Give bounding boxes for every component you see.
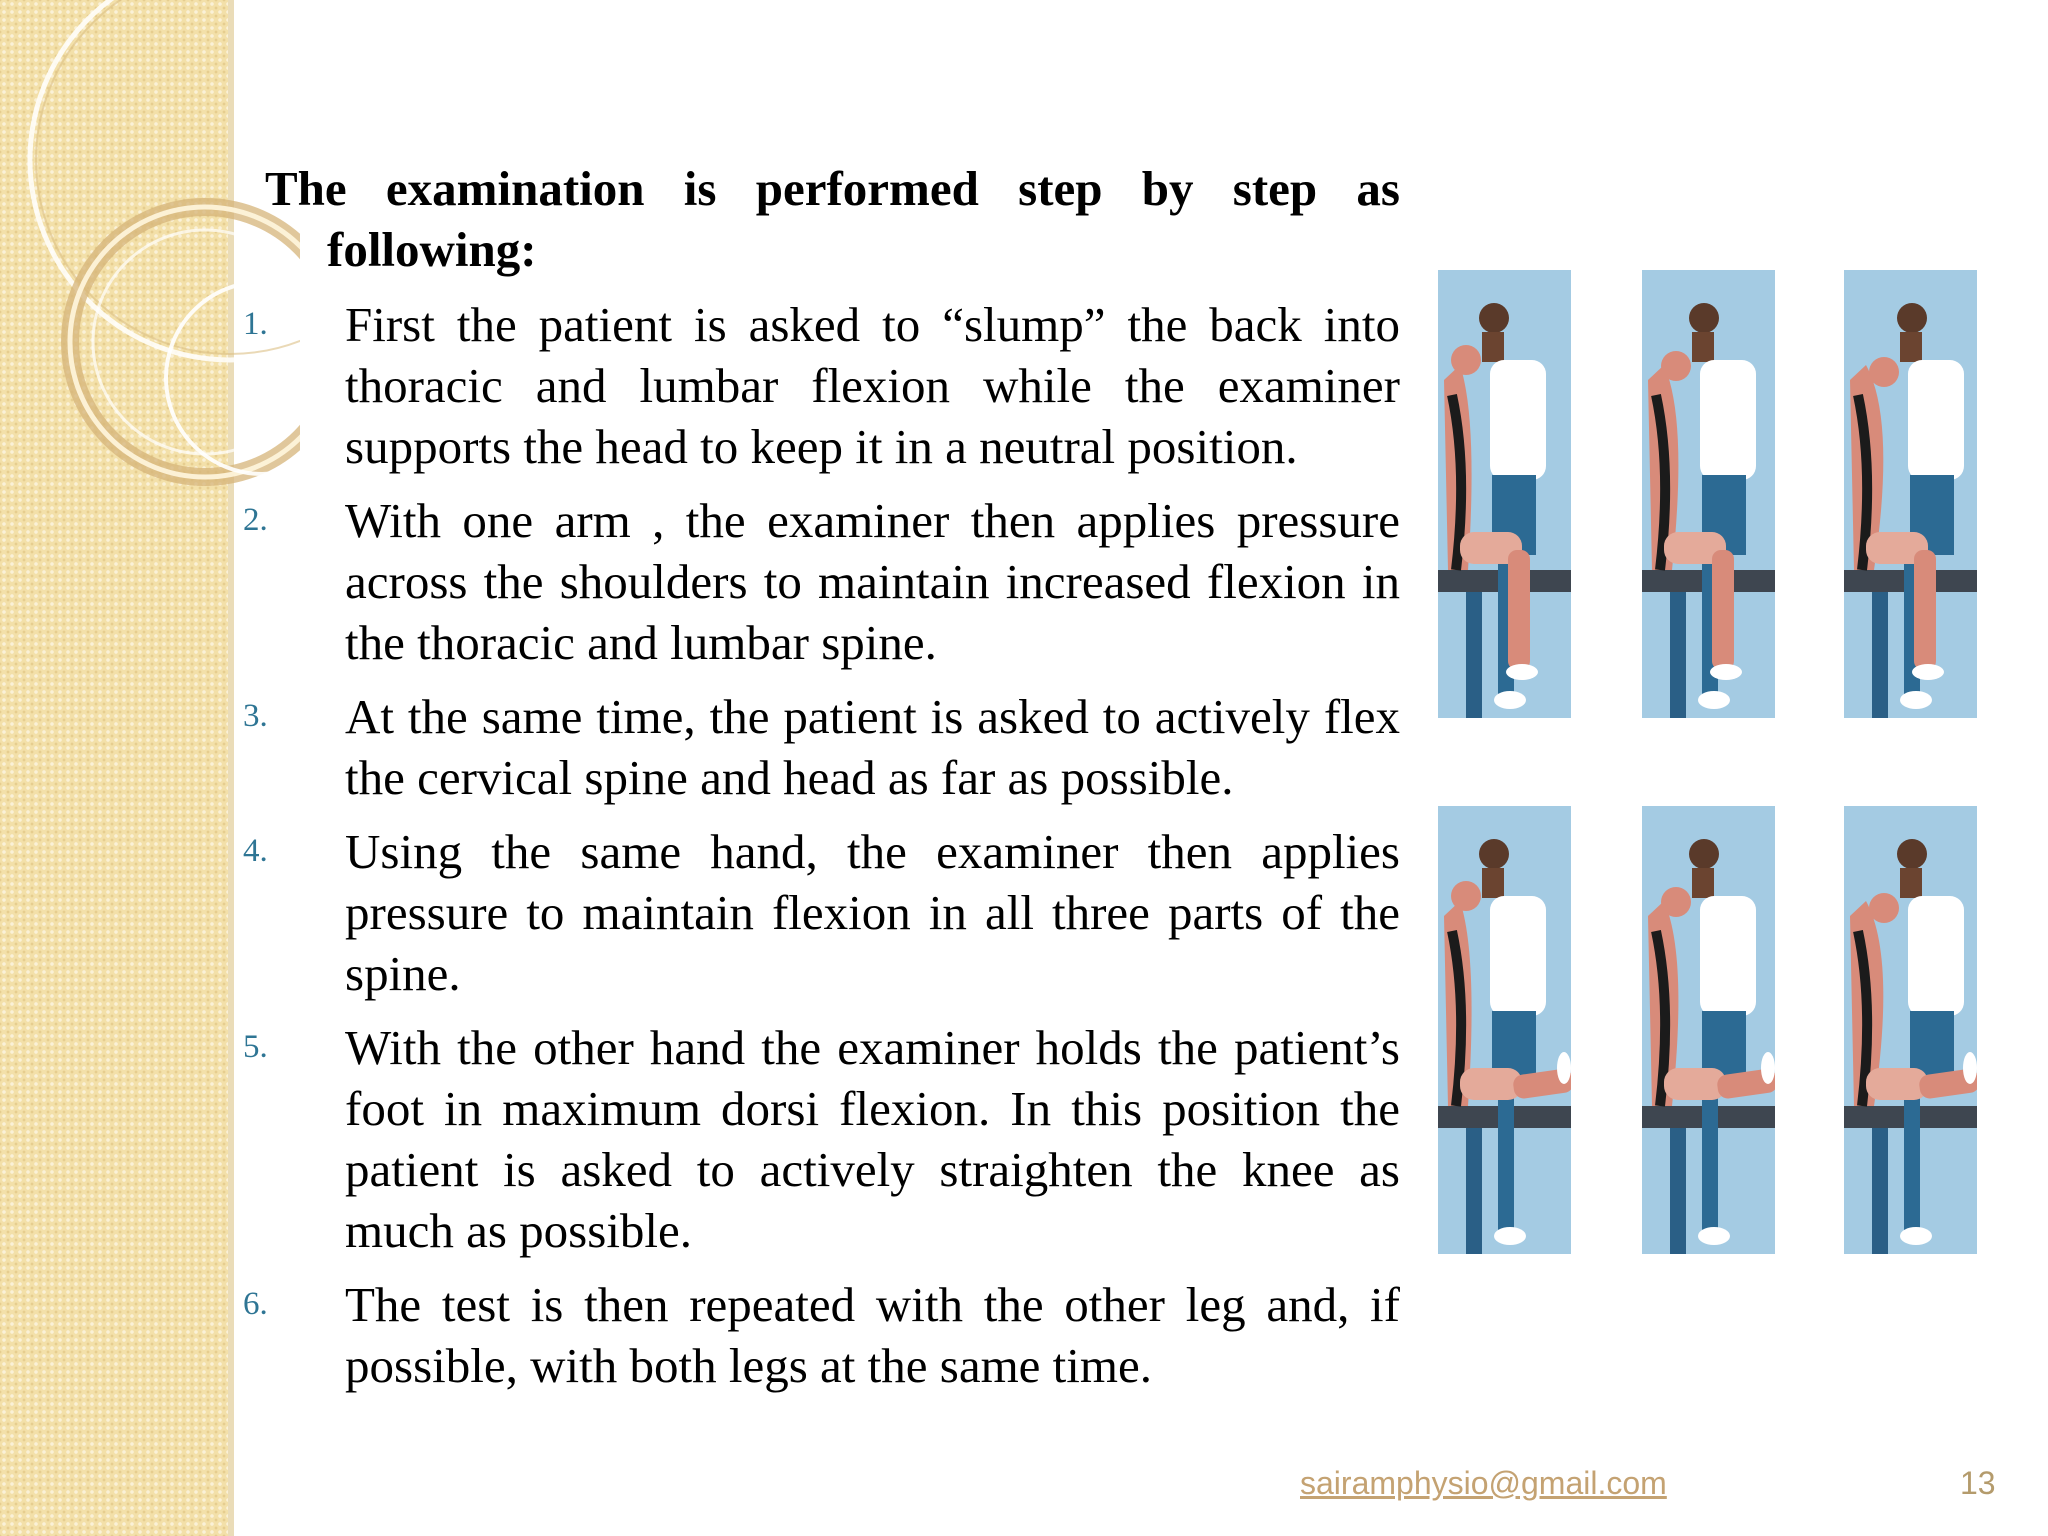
step-number: 2. — [243, 502, 268, 538]
list-item — [240, 821, 1400, 1004]
step-text: With the other hand the examiner holds the patient’s foot in maximum dorsi flexion. In this position the patient is asked to actively straighten the knee as much as possible. — [345, 1020, 1400, 1258]
slump-test-illustration — [1424, 262, 2004, 1222]
step-number: 5. — [243, 1029, 268, 1065]
illustration-panel — [1438, 806, 1571, 1254]
illustration-panel — [1438, 270, 1571, 718]
illustration-panel — [1844, 270, 1977, 718]
list-item — [240, 1017, 1400, 1261]
step-text: First the patient is asked to “slump” the back into thoracic and lumbar flexion while the examiner supports the head to keep it in a neutral position. — [345, 297, 1400, 474]
illustration-panel — [1844, 806, 1977, 1254]
list-item — [240, 686, 1400, 808]
step-text: At the same time, the patient is asked to actively flex the cervical spine and head as far as possible. — [345, 689, 1400, 805]
step-number: 6. — [243, 1286, 268, 1322]
list-item — [240, 490, 1400, 673]
slide-body — [240, 158, 1400, 1409]
illustration-panel — [1642, 806, 1775, 1254]
step-text: With one arm , the examiner then applies pressure across the shoulders to maintain increased flexion in the thoracic and lumbar spine. — [345, 493, 1400, 670]
steps-list — [240, 294, 1400, 1396]
step-number: 1. — [243, 306, 268, 342]
step-text: The test is then repeated with the other leg and, if possible, with both legs at the same time. — [345, 1277, 1400, 1393]
page-number: 13 — [1960, 1465, 1996, 1501]
list-item — [240, 1274, 1400, 1396]
decorative-side-panel — [0, 0, 234, 1536]
step-text: Using the same hand, the examiner then applies pressure to maintain flexion in all three parts of the spine. — [345, 824, 1400, 1001]
intro-heading: The examination is performed step by step as following: — [265, 161, 1400, 277]
list-item — [240, 294, 1400, 477]
step-number: 3. — [243, 698, 268, 734]
illustration-panel — [1642, 270, 1775, 718]
step-number: 4. — [243, 833, 268, 869]
footer-email-link[interactable]: sairamphysio@gmail.com — [1300, 1465, 1667, 1501]
